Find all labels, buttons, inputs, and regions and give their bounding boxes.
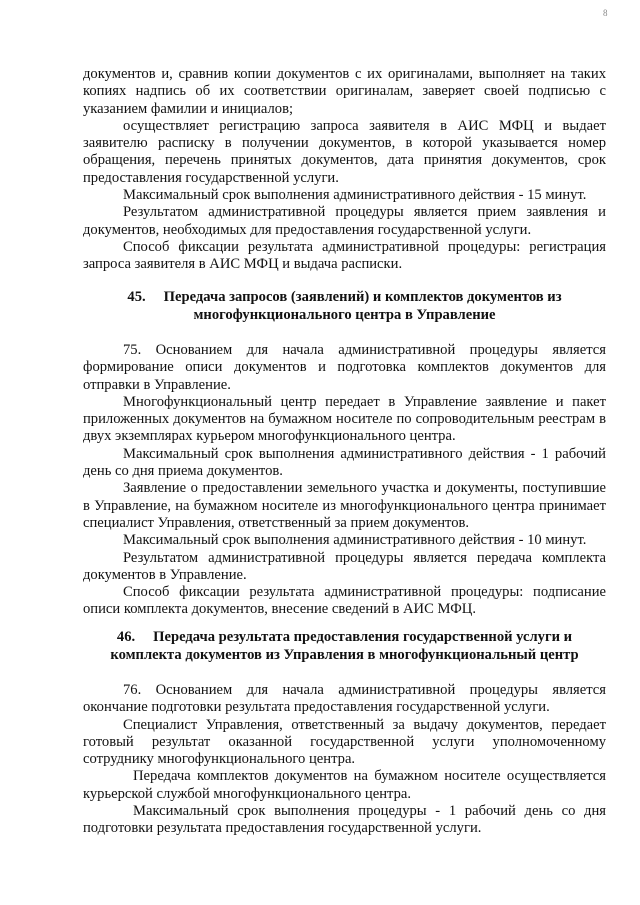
paragraph: Способ фиксации результата административной процедуры: подписание описи комплекта документов, внесение сведений в АИС МФЦ. [83, 584, 606, 618]
paragraph: Максимальный срок выполнения административного действия - 10 минут. [123, 532, 587, 549]
paragraph: Способ фиксации результата административной процедуры: регистрация запроса заявителя в АИС МФЦ и выдача расписки. [83, 238, 606, 273]
paragraph: 75. Основанием для начала административной процедуры является формирование описи документов и подготовка комплектов документов для отправки в Управление. [83, 342, 606, 393]
paragraph: Результатом административной процедуры является передача комплекта документов в Управление. [83, 549, 606, 583]
paragraph: Результатом административной процедуры является прием заявления и документов, необходимых для предоставления государственной услуги. [83, 204, 606, 238]
paragraph: Многофункциональный центр передает в Управление заявление и пакет приложенных документов на бумажном носителе по сопроводительным реестрам в двух экземплярах курьером многофункционального центра. [83, 393, 606, 445]
corner-mark: 8 [603, 8, 608, 18]
text-block-2 [83, 342, 606, 619]
paragraph: Максимальный срок выполнения административного действия - 1 рабочий день со дня приема документов. [83, 445, 606, 480]
paragraph: Максимальный срок выполнения процедуры - 1 рабочий день со дня подготовки результата предоставления государственной услуги. [83, 803, 606, 837]
paragraph: осуществляет регистрацию запроса заявителя в АИС МФЦ и выдает заявителю расписку в получении документов, в которой указывается номер обращения, перечень принятых документов, дата принятия документов, срок предоставления государственной услуги. [83, 117, 606, 186]
text-block-3 [83, 682, 606, 838]
text-block-1 [83, 66, 606, 274]
section-title: Передача запросов (заявлений) и комплектов документов из многофункционального центра в Управление [163, 289, 562, 323]
section-number: 45. [127, 289, 146, 305]
section-45-heading [83, 289, 606, 324]
paragraph: Специалист Управления, ответственный за выдачу документов, передает готовый результат оказанной государственной услуги уполномоченному сотруднику многофункционального центра. [83, 716, 606, 768]
paragraph: Максимальный срок выполнения административного действия - 15 минут. [123, 187, 587, 204]
paragraph: Заявление о предоставлении земельного участка и документы, поступившие в Управление, на бумажном носителе из многофункционального центра принимает специалист Управления, ответственный за прием документов. [83, 480, 606, 531]
paragraph: Передача комплектов документов на бумажном носителе осуществляется курьерской службой многофункционального центра. [83, 768, 606, 802]
paragraph: документов и, сравнив копии документов с их оригиналами, выполняет на таких копиях надпись об их соответствии оригиналам, заверяет своей подписью с указанием фамилии и инициалов; [83, 66, 606, 117]
section-number: 46. [116, 629, 136, 645]
section-title: Передача результата предоставления государственной услуги и комплекта документов из Управления в многофункциональный центр [110, 629, 579, 663]
section-46-heading [83, 629, 606, 664]
paragraph: 76. Основанием для начала административной процедуры является окончание подготовки результата предоставления государственной услуги. [83, 682, 606, 716]
